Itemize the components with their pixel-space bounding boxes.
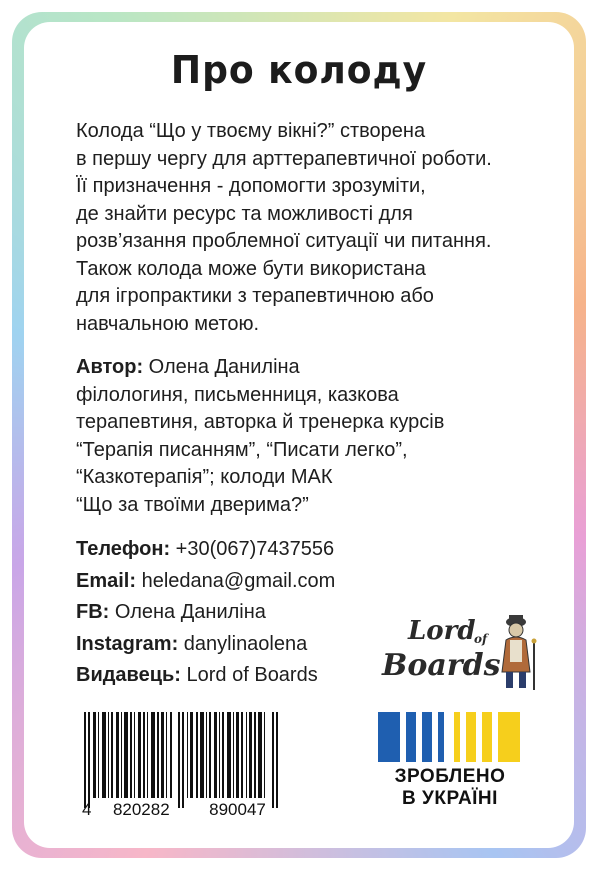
logo-word-lord: Lord bbox=[408, 616, 476, 646]
description-line: в першу чергу для арттерапевтичної роботи. bbox=[76, 147, 492, 170]
publisher-label: Видавець: bbox=[76, 664, 181, 686]
lord-character-icon bbox=[492, 612, 542, 694]
instagram-value: danylinaolena bbox=[178, 632, 308, 655]
publisher-row bbox=[76, 662, 416, 694]
phone-value: +30(067)7437556 bbox=[170, 538, 335, 560]
author-bio-line: “Що за твоїми дверима?” bbox=[76, 493, 309, 516]
author-info bbox=[76, 354, 576, 519]
phone-label: Телефон: bbox=[76, 538, 171, 560]
fb-label: FB: bbox=[76, 601, 110, 623]
deck-description bbox=[76, 118, 576, 338]
email-row bbox=[76, 568, 416, 600]
description-line: розв’язання проблемної ситуації чи питання. bbox=[76, 230, 492, 252]
author-bio-line: “Казкотерапія”; колоди МАК bbox=[76, 466, 333, 488]
email-value: heledana@gmail.com bbox=[136, 569, 336, 592]
made-line-2: В УКРАЇНІ bbox=[402, 788, 498, 809]
made-line-1: ЗРОБЛЕНО bbox=[394, 766, 506, 787]
author-line bbox=[76, 354, 576, 382]
barcode-number bbox=[82, 800, 292, 820]
barcode-group-1: 820282 bbox=[112, 800, 170, 819]
description-line: для ігропрактики з терапевтичною або bbox=[76, 285, 434, 307]
description-line: Її призначення - допомогти зрозуміти, bbox=[76, 175, 426, 197]
instagram-label: Instagram: bbox=[76, 632, 179, 655]
description-line: навчальною метою. bbox=[76, 312, 260, 335]
lord-of-boards-logo bbox=[378, 612, 548, 694]
barcode-group-2: 890047 bbox=[209, 800, 266, 819]
flag-bars bbox=[378, 712, 520, 762]
phone-row bbox=[76, 536, 416, 568]
email-label: Email: bbox=[76, 569, 137, 592]
page-title: Про колоду bbox=[170, 48, 428, 92]
barcode-image bbox=[80, 712, 290, 808]
logo-word-boards: Boards bbox=[382, 648, 501, 683]
description-line: Колода “Що у твоєму вікні?” створена bbox=[76, 120, 426, 142]
publisher-value: Lord of Boards bbox=[180, 664, 318, 686]
author-bio-line: філологиня, письменниця, казкова bbox=[76, 383, 399, 406]
author-bio-line: терапевтиня, авторка й тренерка курсів bbox=[76, 411, 445, 433]
made-in-ukraine-label bbox=[374, 766, 526, 810]
instagram-row bbox=[76, 631, 416, 663]
fb-value: Олена Даниліна bbox=[109, 601, 266, 623]
author-label: Автор: bbox=[76, 356, 144, 378]
author-name: Олена Даниліна bbox=[143, 356, 300, 378]
barcode-bars bbox=[84, 712, 278, 808]
fb-row bbox=[76, 599, 416, 631]
barcode-first-digit: 4 bbox=[82, 800, 92, 819]
contact-list bbox=[76, 536, 416, 694]
author-bio-line: “Терапія писанням”, “Писати легко”, bbox=[76, 438, 408, 461]
description-line: де знайти ресурс та можливості для bbox=[76, 202, 413, 225]
description-line: Також колода може бути використана bbox=[76, 257, 426, 280]
logo-word-of: of bbox=[474, 632, 488, 646]
